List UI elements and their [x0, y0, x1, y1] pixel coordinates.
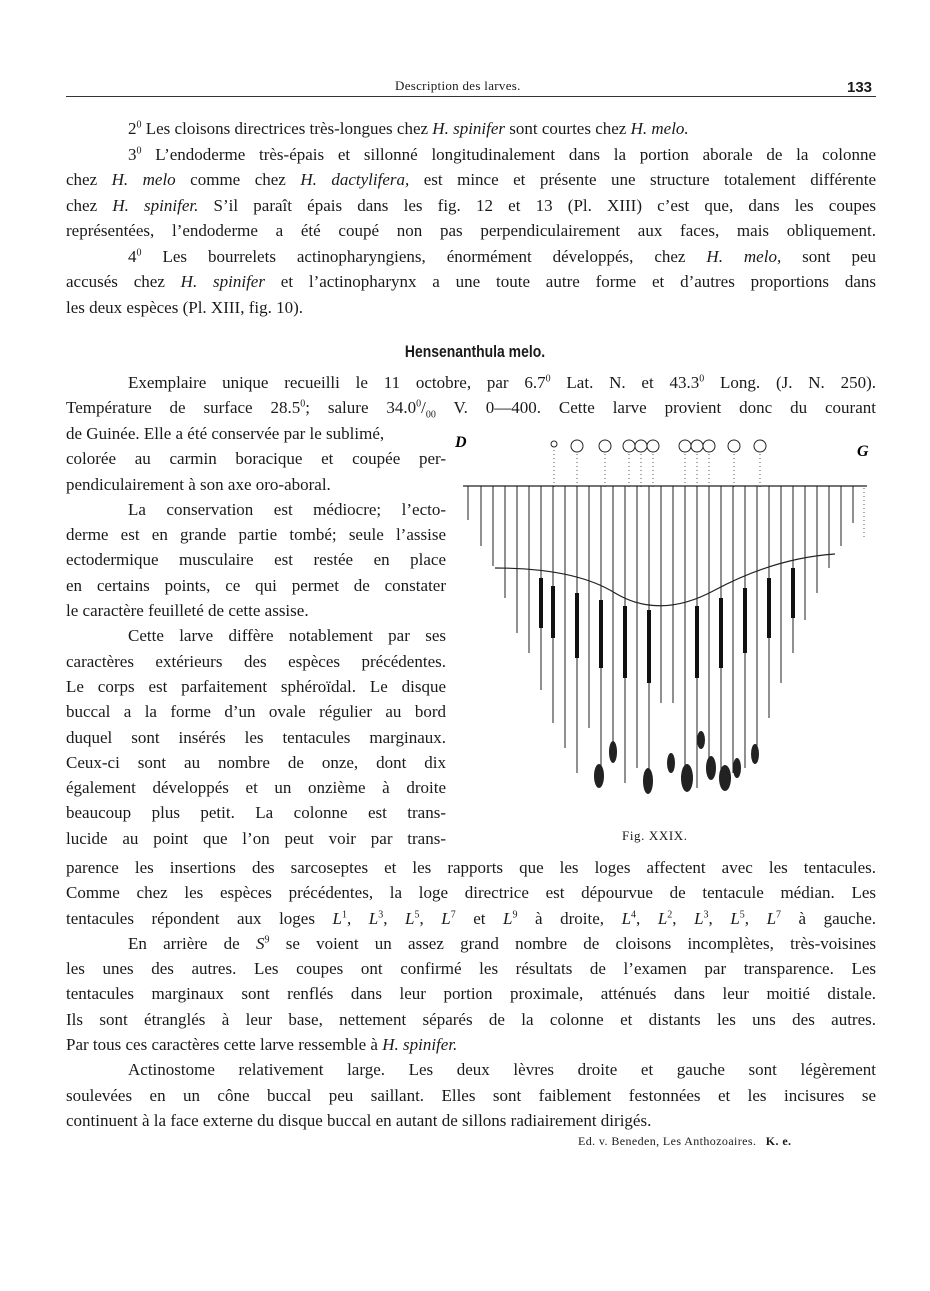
body-continued: parence les insertions des sarcoseptes et les rapports que les loges affectent avec les tentacules. Comme chez les espèces précédentes, la loge directrice est dépourvue de tentacule médian. Les tentacules répondent aux loges $L^1$, $L^3$, $L^5$, $L^7$ et $L^9$ à droite, $L^4$, $L^2$, $L^3$, $L^5$, $L^7$ à gauche. En arrière de $S^9$ se voient un assez grand nombre de cloisons incomplètes, très-voisines les unes des autres. Les coupes ont confirmé les résultats de l’examen par transparence. Les tentacules marginaux sont renflés dans leur portion proximale, atténués dans leur moitié distale. Ils sont étranglés à leur base, nettement séparés de la colonne et distants les uns des autres. Par tous ces caractères cette larve ressemble à H. spinifer. Actinostome relativement large. Les deux lèvres droite et gauche sont légèrement soulevées en un cône buccal peu saillant. Elles sont faiblement festonnées et les incisures se continuent à la face externe du disque buccal en autant de sillons radiairement dirigés. [66, 858, 877, 1130]
figure-xxix [455, 428, 875, 813]
figure-label-g: G [857, 443, 869, 460]
column-curve [495, 554, 835, 606]
paragraph-3: $3^0$ L’endoderme très-épais et sillonné longitudinalement dans la portion aborale de la colonne chez H. melo comme chez H. dactylifera, est mince et présente une structure totalement différente chez H. spinifer. S’il paraît épais dans les fig. 12 et 13 (Pl. XIII) c’est que, dans les coupes représentées, l’endoderme a été coupé non pas perpendiculairement aux faces, mais obliquement. [66, 145, 877, 240]
footer-book: Ed. v. Beneden, Les Anthozoaires. [578, 1134, 757, 1148]
paragraph-2: $2^0$ Les cloisons directrices très-longues chez H. spinifer sont courtes chez H. melo. [128, 119, 689, 138]
running-title: Description des larves. [395, 78, 521, 93]
tentacle-bulbs [594, 731, 759, 794]
figure-label-d: D [455, 434, 467, 451]
septa-lines [468, 486, 853, 788]
page-number: 133 [847, 79, 873, 96]
body-left-column: de Guinée. Elle a été conservée par le sublimé, colorée au carmin boracique et coupée per- pendiculairement à son axe oro-aboral. La conservation est médiocre; l’ecto- derme est en grande partie tombé; seule l’assise ectodermique musculaire est restée en place en certains points, ce qui permet de constater le caractère feuilleté de cette assise. Cette larve diffère notablement par ses caractères extérieurs des espèces précédentes. Le corps est parfaitement sphéroïdal. Le disque buccal a la forme d’un ovale régulier au bord duquel sont insérés les tentacules marginaux. Ceux-ci sont au nombre de onze, dont dix également développés et un onzième à droite beaucoup plus petit. La colonne est trans- lucide au point que l’on peut voir par trans- [66, 424, 446, 848]
mesenterial-filaments [541, 568, 793, 683]
paragraph-4: $4^0$ Les bourrelets actinopharyngiens, énormément développés, chez H. melo, sont peu accusés chez H. spinifer et l’actinopharynx a une toute autre forme et d’autres proportions dans les deux espèces (Pl. XIII, fig. 10). [66, 247, 876, 317]
footer-mark: K. e. [765, 1134, 792, 1148]
footer-signature [578, 1134, 791, 1149]
section-heading: Hensenanthula melo. [404, 342, 546, 361]
header-rule [66, 96, 876, 97]
tentacle-circles [551, 440, 766, 452]
figure-caption-text: Fig. XXIX. [622, 828, 688, 843]
body-intro: Exemplaire unique recueilli le 11 octobre, par $6.7^0$ Lat. N. et 43.3$^0$ Long. (J. N. 250). Température de surface 28.5$^0$; salure $34.0^0/_{00}$ V. 0—400. Cette larve provient donc du courant [66, 373, 876, 421]
